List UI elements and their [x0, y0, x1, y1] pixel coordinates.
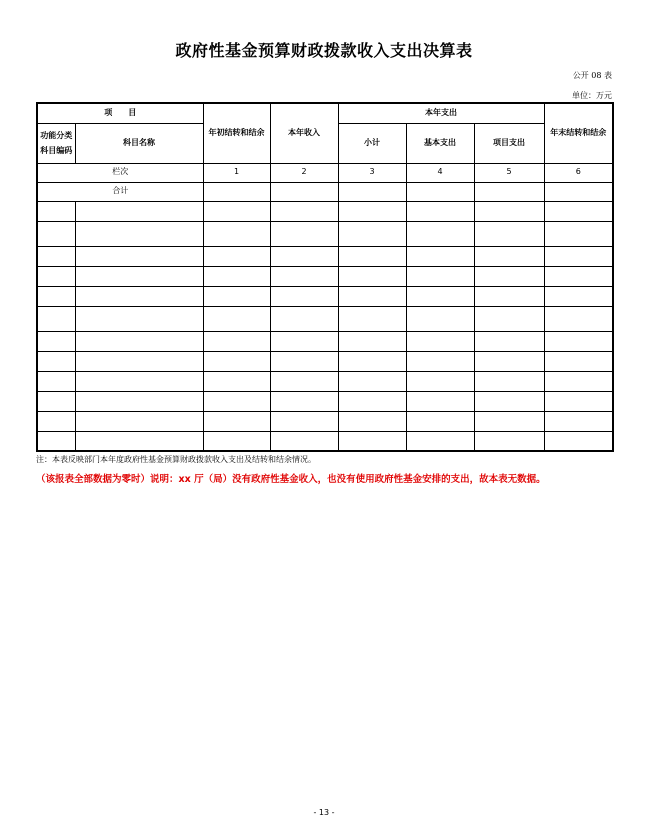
table-cell [474, 351, 544, 371]
table-cell [338, 331, 406, 351]
table-row [37, 391, 613, 411]
table-cell [338, 246, 406, 266]
column-number: 6 [544, 163, 613, 182]
table-row [37, 411, 613, 431]
table-cell [338, 411, 406, 431]
table-cell [544, 331, 613, 351]
table-cell [270, 201, 338, 221]
total-row [37, 182, 613, 201]
table-code: 公开 08 表 [572, 71, 612, 80]
table-cell [544, 221, 613, 246]
table-cell [544, 266, 613, 286]
table-cell [270, 306, 338, 331]
table-cell [406, 331, 474, 351]
page-number: - 13 - [313, 808, 335, 817]
table-cell [270, 411, 338, 431]
table-cell [75, 331, 203, 351]
table-cell [75, 201, 203, 221]
table-cell [406, 371, 474, 391]
table-cell [270, 182, 338, 201]
header-func-code: 功能分类 科目编码 [37, 123, 75, 163]
table-row [37, 246, 613, 266]
table-cell [474, 266, 544, 286]
table-cell [338, 431, 406, 451]
table-cell [270, 266, 338, 286]
table-cell [474, 286, 544, 306]
table-cell [474, 411, 544, 431]
column-number-row [37, 163, 613, 182]
table-cell [338, 201, 406, 221]
table-cell [474, 221, 544, 246]
table-cell [203, 182, 270, 201]
table-cell [474, 431, 544, 451]
table-cell [544, 431, 613, 451]
empty-rows [37, 201, 613, 451]
table-cell [406, 201, 474, 221]
table-cell [474, 391, 544, 411]
table-cell [37, 201, 75, 221]
table-cell [203, 221, 270, 246]
table-cell [544, 411, 613, 431]
table-cell [37, 391, 75, 411]
table-row [37, 306, 613, 331]
table-row [37, 431, 613, 451]
table-cell [37, 246, 75, 266]
table-cell [474, 371, 544, 391]
table-cell [406, 306, 474, 331]
table-cell [75, 266, 203, 286]
header-begin-balance: 年初结转和结余 [203, 103, 270, 163]
header-basic-expense: 基本支出 [406, 123, 474, 163]
table-cell [203, 266, 270, 286]
zero-data-notice: （该报表全部数据为零时）说明：xx 厅（局）没有政府性基金收入，也没有使用政府性基金安排的支出，故本表无数据。 [36, 474, 546, 485]
table-cell [75, 371, 203, 391]
table-cell [37, 266, 75, 286]
table-cell [37, 331, 75, 351]
table-cell [37, 286, 75, 306]
table-cell [270, 391, 338, 411]
table-cell [544, 351, 613, 371]
column-number: 2 [270, 163, 338, 182]
table-cell [37, 351, 75, 371]
fund-budget-table [36, 102, 614, 452]
table-row [37, 266, 613, 286]
table-cell [203, 286, 270, 306]
table-cell [544, 246, 613, 266]
header-expense: 本年支出 [338, 103, 544, 123]
table-cell [203, 371, 270, 391]
table-cell [544, 286, 613, 306]
table-row [37, 331, 613, 351]
table-cell [338, 391, 406, 411]
total-label: 合计 [37, 182, 203, 201]
table-cell [75, 286, 203, 306]
table-cell [203, 391, 270, 411]
table-cell [406, 286, 474, 306]
table-cell [338, 182, 406, 201]
table-cell [270, 351, 338, 371]
table-cell [338, 371, 406, 391]
unit-label: 单位：万元 [572, 91, 612, 100]
table-cell [75, 306, 203, 331]
table-row [37, 201, 613, 221]
table-cell [37, 431, 75, 451]
table-cell [406, 411, 474, 431]
table-cell [474, 182, 544, 201]
header-subject-name: 科目名称 [75, 123, 203, 163]
header-item: 项 目 [37, 103, 203, 123]
table-cell [474, 246, 544, 266]
table-cell [406, 221, 474, 246]
table-cell [338, 221, 406, 246]
table-cell [37, 371, 75, 391]
table-cell [203, 246, 270, 266]
table-cell [203, 331, 270, 351]
table-cell [544, 391, 613, 411]
table-cell [270, 286, 338, 306]
table-cell [338, 286, 406, 306]
table-cell [37, 411, 75, 431]
table-row [37, 371, 613, 391]
table-cell [75, 246, 203, 266]
header-income: 本年收入 [270, 103, 338, 163]
header-subtotal: 小计 [338, 123, 406, 163]
table-row [37, 221, 613, 246]
table-cell [406, 351, 474, 371]
table-cell [75, 221, 203, 246]
table-cell [203, 351, 270, 371]
column-number: 3 [338, 163, 406, 182]
table-cell [203, 431, 270, 451]
table-cell [544, 371, 613, 391]
table-row [37, 286, 613, 306]
table-cell [544, 182, 613, 201]
column-no-label: 栏次 [37, 163, 203, 182]
table-cell [338, 351, 406, 371]
table-cell [75, 351, 203, 371]
table-cell [37, 306, 75, 331]
table-cell [75, 411, 203, 431]
table-note: 注：本表反映部门本年度政府性基金预算财政拨款收入支出及结转和结余情况。 [36, 455, 316, 464]
header-project-expense: 项目支出 [474, 123, 544, 163]
table-cell [75, 391, 203, 411]
table-cell [474, 306, 544, 331]
table-cell [544, 306, 613, 331]
table-cell [338, 306, 406, 331]
table-cell [406, 182, 474, 201]
table-row [37, 351, 613, 371]
table-cell [203, 201, 270, 221]
table-cell [270, 331, 338, 351]
column-number: 4 [406, 163, 474, 182]
table-cell [406, 266, 474, 286]
table-cell [203, 411, 270, 431]
table-cell [270, 371, 338, 391]
table-cell [37, 221, 75, 246]
table-cell [406, 431, 474, 451]
table-cell [270, 246, 338, 266]
table-cell [406, 246, 474, 266]
table-cell [474, 331, 544, 351]
table-cell [338, 266, 406, 286]
table-cell [544, 201, 613, 221]
column-number: 1 [203, 163, 270, 182]
table-cell [270, 431, 338, 451]
header-end-balance: 年末结转和结余 [544, 103, 613, 163]
table-cell [270, 221, 338, 246]
table-cell [203, 306, 270, 331]
table-cell [406, 391, 474, 411]
table-cell [75, 431, 203, 451]
column-number: 5 [474, 163, 544, 182]
page-title: 政府性基金预算财政拨款收入支出决算表 [175, 41, 473, 60]
table-cell [474, 201, 544, 221]
